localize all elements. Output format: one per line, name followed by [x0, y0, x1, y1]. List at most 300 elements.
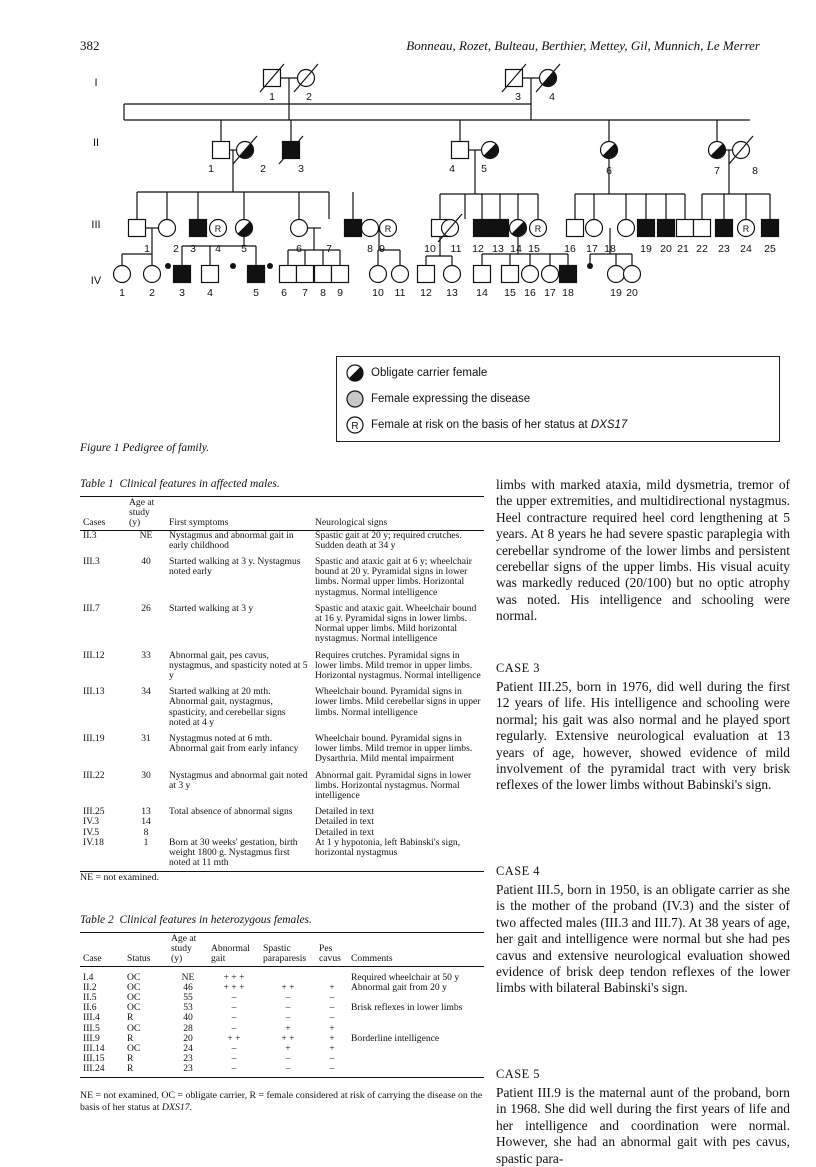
male-individual-IV-9 [332, 266, 349, 283]
pedigree-id-label: 1 [208, 163, 214, 175]
pedigree-id-label: 7 [302, 287, 308, 299]
female-individual-IV-20 [624, 266, 641, 283]
table1-cell-case: III.13 [83, 686, 105, 698]
male-individual-III-19 [638, 220, 655, 237]
male-individual-III-12 [474, 220, 491, 237]
male-individual-III-23 [716, 220, 733, 237]
table1-cell-age: 31 [141, 733, 151, 745]
table2-cell-case: III.5 [83, 1022, 100, 1034]
table1-cell-case: III.22 [83, 769, 105, 781]
female-individual-IV-19 [608, 266, 625, 283]
female-individual-III-15 [530, 220, 547, 237]
table2-cell-abnormal-gait: – [231, 992, 237, 1004]
table2 [80, 932, 484, 1078]
table2-cell-age: 46 [183, 981, 193, 993]
legend-carrier [345, 363, 487, 383]
table1-cell-neurological-signs: Spastic gait at 20 y; required crutches. Sudden death at 34 y [315, 529, 462, 551]
male-individual-I-1 [260, 64, 284, 92]
figure-label: Figure 1 [80, 442, 120, 454]
table1-header-age: Age at study (y) [126, 497, 166, 531]
pedigree-id-label: 3 [179, 287, 185, 299]
table-row [80, 801, 484, 817]
table2-header-abnormal-gait: Abnormal gait [208, 933, 260, 967]
table1-header-cases: Cases [80, 497, 126, 531]
table1-cell-first-symptoms: Nystagmus and abnormal gait in early childhood [169, 529, 294, 551]
table2-cell-abnormal-gait: – [208, 1064, 260, 1077]
table2-caption [80, 914, 312, 926]
table2-cell-age: NE [181, 971, 195, 983]
table2-cell-comments: Borderline intelligence [351, 1032, 440, 1044]
male-individual-IV-12 [418, 266, 435, 283]
svg-text:R: R [214, 224, 222, 234]
pedigree-id-label: 12 [420, 287, 432, 299]
male-individual-III-25 [762, 220, 779, 237]
pedigree-id-label: 20 [660, 243, 672, 255]
male-individual-IV-6 [280, 266, 297, 283]
case4-heading: CASE 4 [496, 864, 540, 878]
female-individual-I-2 [294, 64, 318, 92]
pedigree-id-label: 2 [173, 243, 179, 255]
table1-cell-neurological-signs: Detailed in text [315, 816, 375, 828]
male-individual-IV-7 [297, 266, 314, 283]
generation-label: II [92, 137, 100, 149]
pedigree-id-label: 16 [524, 287, 536, 299]
pedigree-id-label: 10 [424, 243, 436, 255]
table2-cell-spastic-paraparesis [260, 966, 316, 983]
table1-cell-age: 8 [143, 826, 149, 838]
pedigree-id-label: 2 [306, 91, 312, 103]
table2-cell-comments [348, 1064, 484, 1077]
legend-expressing [345, 389, 530, 409]
table1-cell-first-symptoms: Started walking at 3 y. Nystagmus noted early [169, 556, 301, 578]
table2-header-spastic-paraparesis: Spastic paraparesis [260, 933, 316, 967]
table2-cell-spastic-paraparesis: + [285, 1043, 291, 1055]
table2-cell-abnormal-gait: – [231, 1002, 237, 1014]
table-row [80, 817, 484, 827]
figure-caption-text: Pedigree of family. [122, 442, 210, 454]
table-row [80, 966, 484, 983]
table2-cell-status: R [127, 1012, 134, 1024]
pedigree-id-label: 1 [144, 243, 150, 255]
pedigree-id-label: 12 [472, 243, 484, 255]
table2-cell-pes-cavus: – [329, 1002, 335, 1014]
page-number: 382 [80, 38, 100, 53]
pedigree-id-label: 8 [752, 165, 758, 177]
table1-cell-age: 26 [141, 602, 151, 614]
case4-paragraph: Patient III.5, born in 1950, is an obligate carrier as she is the mother of the proband (IV.3) and the sister of two affected males (III.3 and III.7). At 38 years of age, her gait and intelligence were normal but she had pes cavus and extensive neurological evaluation showed evidence of brisk deep tendon reflexes of the lower limbs with bilateral Babinski's sign. [496, 882, 790, 996]
table1-cell-age: 33 [141, 649, 151, 661]
table2-cell-pes-cavus: + [329, 981, 335, 993]
male-individual-IV-5 [248, 266, 265, 283]
table2-cell-case: II.5 [83, 992, 97, 1004]
table1-label: Table 1 [80, 478, 114, 490]
male-individual-IV-3 [174, 266, 191, 283]
pedigree-id-label: 17 [544, 287, 556, 299]
table2-cell-status: OC [127, 1002, 141, 1014]
pedigree-id-label: 24 [740, 243, 752, 255]
male-individual-III-22 [694, 220, 711, 237]
male-individual-III-16 [567, 220, 584, 237]
table1-cell-case: III.25 [83, 806, 105, 818]
table2-footnote: NE = not examined, OC = obligate carrier, R = female considered at risk of carrying the disease on the basis of her status at DXS17. [80, 1090, 483, 1113]
female-individual-IV-13 [444, 266, 461, 283]
table2-cell-status: R [127, 1032, 134, 1044]
male-individual-I-3 [502, 64, 526, 92]
table1-cell-neurological-signs: Spastic and ataxic gait at 6 y; wheelchair bound at 20 y. Pyramidal signs in lower limbs. Normal upper limbs. Horizontal nystagmus. Normal intelligence [315, 556, 472, 598]
table2-cell-comments: Required wheelchair at 50 y [351, 971, 460, 983]
table1-caption [80, 478, 280, 490]
table1-cell-age: 34 [141, 686, 151, 698]
female-individual-IV-11 [392, 266, 409, 283]
female-individual-III-6 [291, 220, 308, 237]
table2-cell-abnormal-gait: + + [227, 1032, 241, 1044]
table1-cell-first-symptoms: Started walking at 3 y [169, 602, 254, 614]
table1-cell-first-symptoms: Started walking at 20 mth. Abnormal gait, nystagmus, spasticity, and cerebellar signs noted at 4 y [169, 686, 286, 728]
male-individual-IV-15 [502, 266, 519, 283]
table2-caption-text: Clinical features in heterozygous females. [119, 914, 312, 926]
running-header-authors: Bonneau, Rozet, Bulteau, Berthier, Mettey, Gil, Munnich, Le Merrer [406, 38, 760, 53]
table-row [80, 645, 484, 682]
table2-cell-age: 28 [183, 1022, 193, 1034]
table-row [80, 530, 484, 551]
table2-cell-abnormal-gait: + + + [223, 971, 245, 983]
pedigree-id-label: 17 [586, 243, 598, 255]
table2-cell-status: OC [127, 1022, 141, 1034]
male-individual-IV-4 [202, 266, 219, 283]
table1-header-neurological-signs: Neurological signs [312, 497, 484, 531]
table2-cell-pes-cavus [316, 966, 348, 983]
generation-label: IV [90, 275, 102, 287]
table1-cell-first-symptoms [166, 817, 312, 827]
table2-cell-abnormal-gait: – [231, 1022, 237, 1034]
female-individual-II-8 [729, 136, 753, 164]
table1-cell-age: 40 [141, 556, 151, 568]
female-individual-III-2 [159, 220, 176, 237]
table1-cell-case: III.19 [83, 733, 105, 745]
table1-cell-first-symptoms: Total absence of abnormal signs [169, 806, 293, 818]
female-individual-III-9 [380, 220, 397, 237]
table-row [80, 1003, 484, 1013]
pedigree-id-label: 14 [510, 243, 522, 255]
table1-cell-case: IV.3 [83, 816, 100, 828]
pedigree-id-label: 13 [446, 287, 458, 299]
female-individual-IV-17 [542, 266, 559, 283]
pedigree-id-label: 5 [253, 287, 259, 299]
table1-cell-age: 30 [141, 769, 151, 781]
body-continuation-paragraph: limbs with marked ataxia, mild dysmetria, tremor of the upper extremities, and multidirectional nystagmus. Heel contracture required heel cord lengthening at 5 years. At 8 years he had severe spastic paraplegia with cerebellar syndrome of the lower limbs and persistent cerebellar signs of the upper limbs. His visual acuity was markedly reduced (20/100) but no optic atrophy was noted. His intelligence and schooling were normal. [496, 477, 790, 624]
table2-cell-age: 23 [168, 1064, 208, 1077]
table2-cell-age: 40 [183, 1012, 193, 1024]
table1-cell-case: II.3 [83, 529, 97, 541]
legend-expressing-label: Female expressing the disease [371, 393, 531, 405]
case3-heading: CASE 3 [496, 661, 540, 675]
table2-header-row [80, 933, 484, 967]
table-row [80, 728, 484, 765]
female-individual-IV-10 [370, 266, 387, 283]
table1-cell-case: III.3 [83, 556, 100, 568]
table1-cell-neurological-signs: Detailed in text [315, 806, 375, 818]
table-row [80, 1034, 484, 1044]
table2-cell-abnormal-gait: – [231, 1043, 237, 1055]
pedigree-id-label: 7 [326, 243, 332, 255]
table2-header-pes-cavus: Pes cavus [316, 933, 348, 967]
pedigree-id-label: 8 [367, 243, 373, 255]
pedigree-id-label: 1 [119, 287, 125, 299]
table2-cell-status: R [127, 1053, 134, 1065]
table2-cell-spastic-paraparesis: + + [281, 981, 295, 993]
table2-cell-case: III.4 [83, 1012, 100, 1024]
table2-cell-comments [348, 1054, 484, 1064]
table2-cell-age: 24 [183, 1043, 193, 1055]
table2-cell-age: 55 [183, 992, 193, 1004]
pedigree-id-label: 23 [718, 243, 730, 255]
expressing-symbol-icon [345, 389, 365, 409]
table2-cell-abnormal-gait: – [231, 1053, 237, 1065]
table-row [80, 838, 484, 871]
table2-cell-status: OC [127, 971, 141, 983]
table1-cell-age: 13 [141, 806, 151, 818]
pedigree-id-label: 8 [320, 287, 326, 299]
table1-footnote: NE = not examined. [80, 872, 159, 883]
table2-cell-status: R [124, 1064, 168, 1077]
table1-cell-age: 14 [141, 816, 151, 828]
table2-header-case: Case [80, 933, 124, 967]
female-individual-III-24 [738, 220, 755, 237]
table2-cell-case: III.9 [83, 1032, 100, 1044]
table2-label: Table 2 [80, 914, 114, 926]
table1-cell-neurological-signs: Spastic and ataxic gait. Wheelchair bound at 16 y. Pyramidal signs in lower limbs. Normal upper limbs. Mild horizontal nystagmus. Normal intelligence [315, 602, 477, 645]
table2-cell-pes-cavus: – [329, 1053, 335, 1065]
legend-carrier-label: Obligate carrier female [371, 367, 488, 379]
miscarriage-marker [165, 263, 171, 269]
table2-cell-spastic-paraparesis: + [285, 1022, 291, 1034]
table2-cell-status: OC [127, 992, 141, 1004]
carrier-symbol-icon [345, 363, 365, 383]
table2-cell-comments: Abnormal gait from 20 y [351, 981, 447, 993]
table2-header-status: Status [124, 933, 168, 967]
female-individual-III-14 [510, 220, 527, 237]
svg-text:R: R [742, 224, 750, 234]
table1-cell-first-symptoms: Abnormal gait, pes cavus, nystagmus, and spasticity noted at 5 y [169, 649, 308, 682]
table-row [80, 598, 484, 645]
figure-caption [80, 442, 209, 454]
table2-cell-status: OC [127, 1043, 141, 1055]
table2-cell-comments [348, 1013, 484, 1023]
table-row [80, 1013, 484, 1023]
male-individual-II-1 [213, 142, 230, 159]
pedigree-id-label: 14 [476, 287, 488, 299]
generation-label: I [94, 77, 98, 89]
generation-label: III [91, 219, 101, 231]
pedigree-id-label: 2 [149, 287, 155, 299]
female-individual-III-8 [362, 220, 379, 237]
table2-cell-case: III.14 [83, 1043, 105, 1055]
female-individual-II-5 [482, 142, 499, 159]
case5-heading: CASE 5 [496, 1067, 540, 1081]
pedigree-id-label: 21 [677, 243, 689, 255]
risk-symbol-letter: R [351, 421, 359, 432]
table2-cell-case: III.15 [83, 1053, 105, 1065]
female-individual-II-2 [233, 136, 257, 164]
table2-cell-spastic-paraparesis: + + [281, 1032, 295, 1044]
table2-cell-case: II.6 [83, 1002, 97, 1014]
pedigree-id-label: 6 [606, 165, 612, 177]
case5-paragraph: Patient III.9 is the maternal aunt of the proband, born in 1968. She did well during the first years of life and her intelligence and coordination were normal. However, she had an abnormal gait with pes cavus, spastic para- [496, 1085, 790, 1166]
table2-cell-pes-cavus: + [329, 1022, 335, 1034]
pedigree-id-label: 4 [215, 243, 221, 255]
table1-cell-neurological-signs: Requires crutches. Pyramidal signs in lower limbs. Mild tremor in upper limbs. Horizontal nystagmus. Normal intelligence [315, 649, 481, 682]
table2-cell-abnormal-gait: – [231, 1012, 237, 1024]
male-individual-IV-18 [560, 266, 577, 283]
risk-symbol-icon [345, 415, 365, 435]
table2-cell-pes-cavus: – [329, 992, 335, 1004]
pedigree-id-label: 6 [296, 243, 302, 255]
table-row [80, 1064, 484, 1077]
table1-cell-neurological-signs: Wheelchair bound. Pyramidal signs in lower limbs. Mild cerebellar signs in upper limbs. Normal intelligence [315, 686, 481, 718]
female-individual-II-6 [601, 142, 618, 159]
svg-text:R: R [534, 224, 542, 234]
pedigree-id-label: 16 [564, 243, 576, 255]
table2-cell-status: OC [127, 981, 141, 993]
table2-cell-pes-cavus: – [316, 1064, 348, 1077]
pedigree-id-label: 1 [269, 91, 275, 103]
table2-header-age: Age at study (y) [168, 933, 208, 967]
pedigree-id-label: 5 [481, 163, 487, 175]
table-row [80, 765, 484, 802]
table1-cell-first-symptoms: Nystagmus and abnormal gait noted at 3 y [169, 769, 308, 791]
table-row [80, 1054, 484, 1064]
table2-cell-abnormal-gait: + + + [223, 981, 245, 993]
table1 [80, 496, 484, 872]
table-row [80, 983, 484, 993]
table1-cell-neurological-signs: At 1 y hypotonia, left Babinski's sign, horizontal nystagmus [312, 838, 484, 871]
table1-header-first-symptoms: First symptoms [166, 497, 312, 531]
pedigree-id-label: 11 [450, 243, 462, 255]
pedigree-id-label: 3 [190, 243, 196, 255]
pedigree-id-label: 19 [640, 243, 652, 255]
female-individual-III-11 [438, 214, 462, 242]
table2-cell-age: 53 [183, 1002, 193, 1014]
female-individual-I-4 [536, 64, 560, 92]
pedigree-id-label: 4 [549, 91, 555, 103]
miscarriage-marker [587, 263, 593, 269]
pedigree-id-label: 2 [260, 163, 266, 175]
female-individual-III-17 [586, 220, 603, 237]
male-individual-III-1 [129, 220, 146, 237]
legend-risk-label: Female at risk on the basis of her status at DXS17 [371, 419, 628, 431]
male-individual-II-4 [452, 142, 469, 159]
miscarriage-marker [267, 263, 273, 269]
table1-cell-first-symptoms: Nystagmus noted at 6 mth. Abnormal gait from early infancy [169, 733, 299, 755]
pedigree-id-label: 15 [504, 287, 516, 299]
table2-footnote-locus: DXS17 [161, 1101, 190, 1113]
table2-cell-age: 20 [183, 1032, 193, 1044]
table-row [80, 551, 484, 598]
pedigree-id-label: 19 [610, 287, 622, 299]
table2-cell-age: 23 [183, 1053, 193, 1065]
male-individual-III-20 [658, 220, 675, 237]
table2-cell-case: III.24 [80, 1064, 124, 1077]
table1-header-row [80, 497, 484, 531]
table-row [80, 681, 484, 728]
male-individual-IV-14 [474, 266, 491, 283]
male-individual-III-21 [677, 220, 694, 237]
female-individual-III-18 [618, 220, 635, 237]
case3-paragraph: Patient III.25, born in 1976, did well during the first 12 years of life. His intelligence and schooling were normal; his gait was also normal and he played sport regularly. Extensive neurological evaluation at 13 years of age, however, showed evidence of mild involvement of the pyramidal tract with very brisk reflexes of the lower limbs without Babinski's sign. [496, 679, 790, 793]
pedigree-id-label: 11 [394, 287, 406, 299]
table2-cell-comments [348, 1044, 484, 1054]
pedigree-id-label: 9 [337, 287, 343, 299]
pedigree-id-label: 18 [562, 287, 574, 299]
table2-cell-spastic-paraparesis: – [285, 1053, 291, 1065]
table2-cell-comments: Brisk reflexes in lower limbs [351, 1002, 463, 1014]
legend-risk-locus: DXS17 [590, 419, 628, 431]
table1-cell-first-symptoms: Born at 30 weeks' gestation, birth weight 1800 g. Nystagmus first noted at 11 mth [166, 838, 312, 871]
table2-cell-spastic-paraparesis: – [285, 1012, 291, 1024]
female-individual-III-4 [210, 220, 227, 237]
legend-risk [345, 415, 627, 435]
table1-cell-age: NE [139, 529, 153, 541]
pedigree-id-label: 9 [379, 243, 385, 255]
svg-text:R: R [384, 224, 392, 234]
male-individual-III-7 [345, 220, 362, 237]
table2-cell-pes-cavus: + [329, 1032, 335, 1044]
table1-cell-neurological-signs: Wheelchair bound. Pyramidal signs in lower limbs. Mild tremor in upper limbs. Dysarthria. Mild mental impairment [315, 733, 473, 765]
female-individual-IV-16 [522, 266, 539, 283]
male-individual-III-13 [492, 220, 509, 237]
table1-cell-case: III.7 [83, 602, 100, 614]
pedigree-id-label: 13 [492, 243, 504, 255]
table1-cell-age: 1 [126, 838, 166, 871]
pedigree-id-label: 4 [449, 163, 455, 175]
pedigree-id-label: 3 [515, 91, 521, 103]
male-individual-IV-8 [315, 266, 332, 283]
table1-cell-case: IV.18 [80, 838, 126, 871]
table2-cell-pes-cavus: – [329, 1012, 335, 1024]
female-individual-III-5 [236, 220, 253, 237]
table2-cell-case: II.2 [83, 981, 97, 993]
pedigree-id-label: 4 [207, 287, 213, 299]
miscarriage-marker [230, 263, 236, 269]
pedigree-id-label: 18 [604, 243, 616, 255]
female-individual-IV-2 [144, 266, 161, 283]
male-individual-III-3 [190, 220, 207, 237]
table1-cell-neurological-signs: Abnormal gait. Pyramidal signs in lower limbs. Horizontal nystagmus. Normal intelligence [315, 769, 472, 802]
table2-cell-case: I.4 [83, 971, 94, 983]
pedigree-id-label: 10 [372, 287, 384, 299]
table2-header-comments: Comments [348, 933, 484, 967]
pedigree-id-label: 15 [528, 243, 540, 255]
table1-cell-case: III.12 [83, 649, 105, 661]
table1-cell-neurological-signs: Detailed in text [315, 826, 375, 838]
pedigree-id-label: 3 [298, 163, 304, 175]
table2-cell-spastic-paraparesis: – [260, 1064, 316, 1077]
female-individual-II-7 [709, 142, 726, 159]
table1-caption-text: Clinical features in affected males. [119, 478, 280, 490]
female-individual-IV-1 [114, 266, 131, 283]
pedigree-legend [336, 356, 780, 442]
table2-cell-pes-cavus: + [329, 1043, 335, 1055]
table1-cell-case: IV.5 [83, 826, 100, 838]
pedigree-id-label: 6 [281, 287, 287, 299]
table2-cell-spastic-paraparesis: – [285, 1002, 291, 1014]
pedigree-id-label: 22 [696, 243, 708, 255]
pedigree-id-label: 5 [241, 243, 247, 255]
pedigree-id-label: 20 [626, 287, 638, 299]
pedigree-id-label: 25 [764, 243, 776, 255]
pedigree-id-label: 7 [714, 165, 720, 177]
table2-cell-spastic-paraparesis: – [285, 992, 291, 1004]
